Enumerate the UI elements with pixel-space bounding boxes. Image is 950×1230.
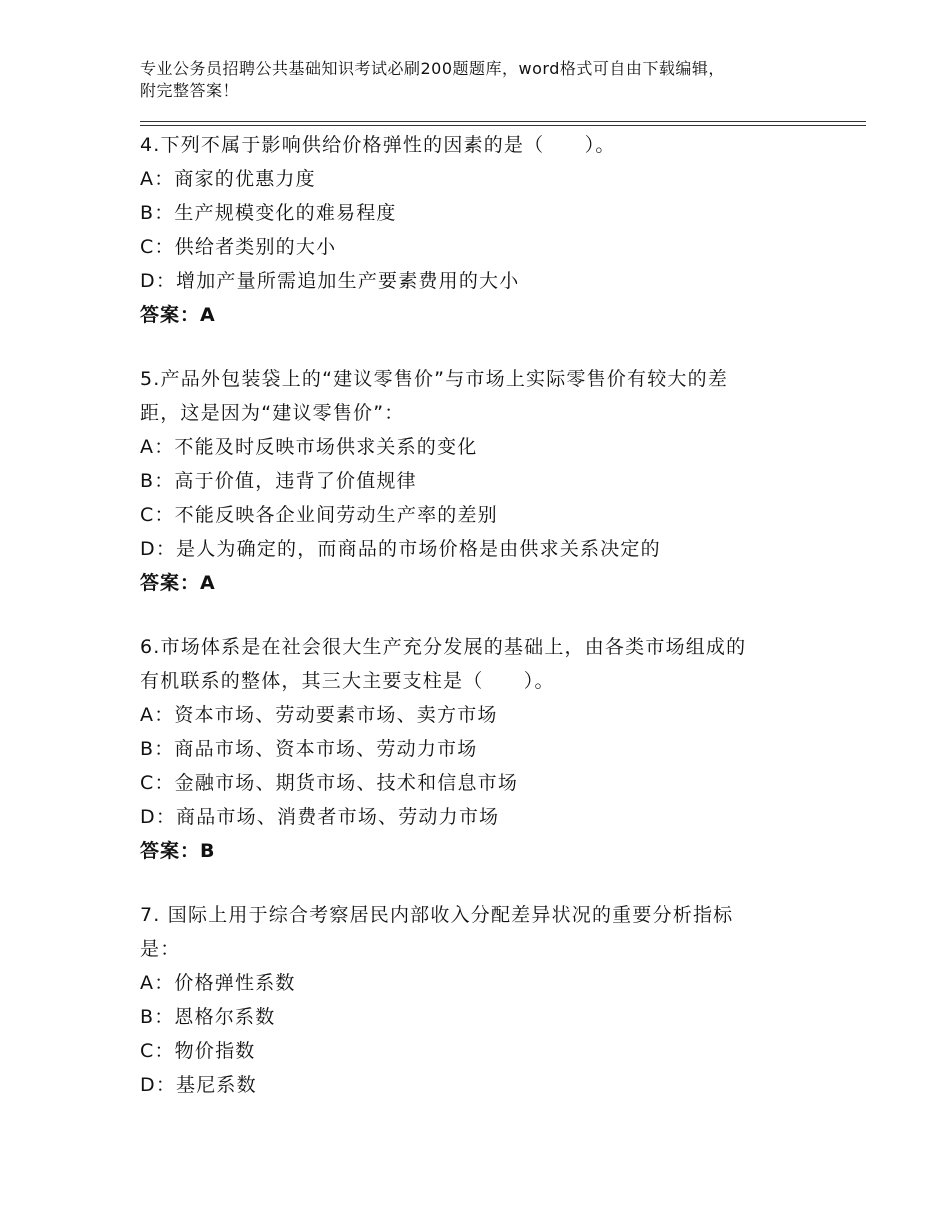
question-7: [140, 898, 820, 1102]
option-a: A：不能及时反映市场供求关系的变化: [140, 436, 478, 458]
option-c: C：不能反映各企业间劳动生产率的差别: [140, 504, 498, 526]
option-a: A：商家的优惠力度: [140, 168, 316, 190]
question-stem-line-2: 有机联系的整体，其三大主要支柱是（ ）。: [140, 670, 555, 692]
question-stem: 4.下列不属于影响供给价格弹性的因素的是（ ）。: [140, 134, 616, 156]
option-d: D：增加产量所需追加生产要素费用的大小: [140, 270, 520, 292]
option-d: D：是人为确定的，而商品的市场价格是由供求关系决定的: [140, 538, 661, 560]
question-6: [140, 630, 820, 868]
option-b: B：商品市场、资本市场、劳动力市场: [140, 738, 478, 760]
answer-line: 答案：B: [140, 840, 216, 862]
question-list: [140, 128, 820, 1132]
option-b: B：生产规模变化的难易程度: [140, 202, 397, 224]
option-c: C：物价指数: [140, 1040, 256, 1062]
answer-line: 答案：A: [140, 572, 216, 594]
question-4: [140, 128, 820, 332]
header-line-1: 专业公务员招聘公共基础知识考试必刷200题题库，word格式可自由下载编辑，: [140, 59, 725, 78]
option-b: B：恩格尔系数: [140, 1006, 276, 1028]
question-stem-line-1: 5.产品外包装袋上的“建议零售价”与市场上实际零售价有较大的差: [140, 368, 729, 390]
question-stem-line-1: 7. 国际上用于综合考察居民内部收入分配差异状况的重要分析指标: [140, 904, 734, 926]
header-line-2: 附完整答案！: [140, 81, 240, 100]
option-a: A：资本市场、劳动要素市场、卖方市场: [140, 704, 498, 726]
header-divider: [140, 121, 866, 126]
option-b: B：高于价值，违背了价值规律: [140, 470, 417, 492]
question-5: [140, 362, 820, 600]
option-c: C：金融市场、期货市场、技术和信息市场: [140, 772, 519, 794]
option-a: A：价格弹性系数: [140, 972, 296, 994]
option-d: D：基尼系数: [140, 1074, 257, 1096]
option-d: D：商品市场、消费者市场、劳动力市场: [140, 806, 500, 828]
question-stem-line-1: 6.市场体系是在社会很大生产充分发展的基础上，由各类市场组成的: [140, 636, 747, 658]
question-stem-line-2: 距，这是因为“建议零售价”：: [140, 402, 405, 424]
question-stem-line-2: 是：: [140, 938, 181, 960]
option-c: C：供给者类别的大小: [140, 236, 337, 258]
answer-line: 答案：A: [140, 304, 216, 326]
page-header: [140, 58, 840, 102]
